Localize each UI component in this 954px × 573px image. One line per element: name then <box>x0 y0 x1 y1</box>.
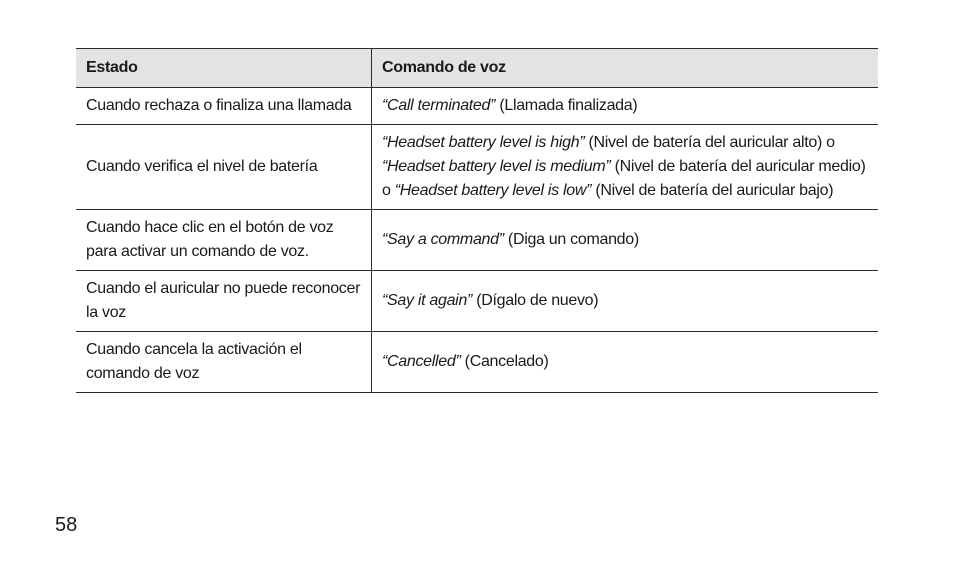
estado-cell: Cuando cancela la activación el comando de voz <box>76 332 372 393</box>
voice-phrase: “Say a command” <box>382 231 504 248</box>
voice-phrase: “Say it again” <box>382 292 473 309</box>
comando-cell <box>372 88 879 125</box>
comando-cell <box>372 332 879 393</box>
translation-text: (Nivel de batería del auricular medio) o <box>382 158 866 199</box>
voice-phrase: “Headset battery level is high” <box>382 134 585 151</box>
header-comando-de-voz: Comando de voz <box>372 49 879 88</box>
translation-text: (Diga un comando) <box>503 231 639 248</box>
table-body <box>76 88 878 393</box>
estado-cell: Cuando hace clic en el botón de voz para activar un comando de voz. <box>76 210 372 271</box>
table-row <box>76 88 878 125</box>
table-row <box>76 125 878 210</box>
table-row <box>76 210 878 271</box>
voice-phrase: “Headset battery level is low” <box>394 182 592 199</box>
header-row <box>76 49 878 88</box>
voice-phrase: “Headset battery level is medium” <box>382 158 611 175</box>
translation-text: (Llamada finalizada) <box>495 97 638 114</box>
estado-cell: Cuando verifica el nivel de batería <box>76 125 372 210</box>
estado-cell: Cuando rechaza o finaliza una llamada <box>76 88 372 125</box>
table-row <box>76 332 878 393</box>
translation-text: (Cancelado) <box>460 353 549 370</box>
table-row <box>76 271 878 332</box>
comando-cell <box>372 125 879 210</box>
comando-cell <box>372 271 879 332</box>
comando-cell <box>372 210 879 271</box>
translation-text: (Nivel de batería del auricular bajo) <box>591 182 834 199</box>
voice-command-table <box>76 48 878 393</box>
page-number: 58 <box>55 514 78 536</box>
translation-text: (Dígalo de nuevo) <box>472 292 599 309</box>
voice-phrase: “Cancelled” <box>382 353 461 370</box>
table-header <box>76 49 878 88</box>
voice-phrase: “Call terminated” <box>382 97 496 114</box>
header-estado: Estado <box>76 49 372 88</box>
translation-text: (Nivel de batería del auricular alto) o <box>584 134 835 151</box>
estado-cell: Cuando el auricular no puede reconocer la voz <box>76 271 372 332</box>
